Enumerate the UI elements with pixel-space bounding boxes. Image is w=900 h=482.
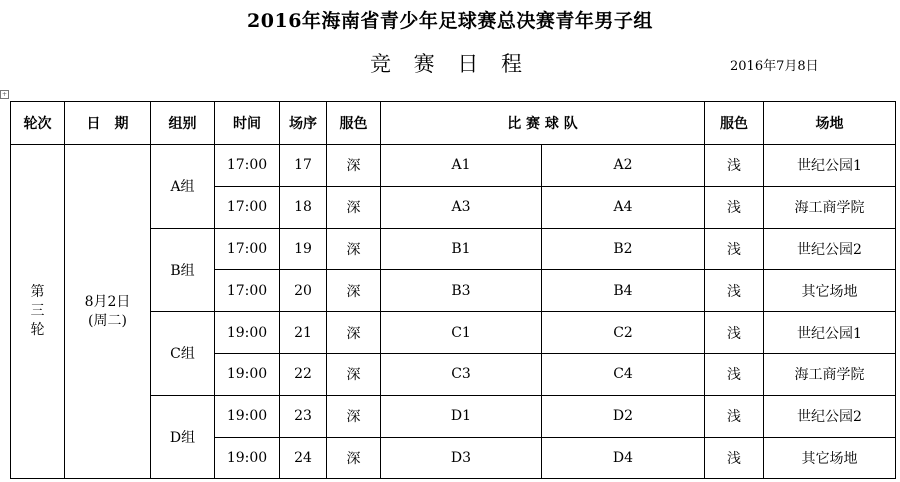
venue-cell: 世纪公园2 [764,395,896,437]
home-team-cell: D3 [381,437,542,479]
group-cell: C组 [151,312,215,396]
away-kit-cell: 浅 [705,270,764,312]
venue-cell: 海工商学院 [764,353,896,395]
table-row [11,145,896,187]
home-team-cell: A3 [381,186,542,228]
venue-cell: 世纪公园1 [764,312,896,354]
away-kit-cell: 浅 [705,228,764,270]
home-kit-cell: 深 [327,312,381,354]
away-kit-cell: 浅 [705,437,764,479]
away-team-cell: C4 [542,353,705,395]
group-cell: A组 [151,145,215,229]
match-no-cell: 17 [280,145,327,187]
date-cell [65,145,151,479]
home-kit-cell: 深 [327,395,381,437]
away-team-cell: D4 [542,437,705,479]
header-kit-color-away: 服色 [705,102,764,145]
venue-cell: 世纪公园1 [764,145,896,187]
time-cell: 19:00 [215,312,280,354]
away-kit-cell: 浅 [705,353,764,395]
time-cell: 17:00 [215,186,280,228]
publish-date: 2016年7月8日 [730,59,819,74]
time-cell: 19:00 [215,353,280,395]
home-kit-cell: 深 [327,186,381,228]
away-team-cell: D2 [542,395,705,437]
round-char: 三 [30,303,45,320]
home-team-cell: D1 [381,395,542,437]
home-kit-cell: 深 [327,145,381,187]
home-kit-cell: 深 [327,437,381,479]
away-team-cell: C2 [542,312,705,354]
away-team-cell: A2 [542,145,705,187]
time-cell: 17:00 [215,228,280,270]
match-weekday: (周二) [88,312,127,329]
venue-cell: 世纪公园2 [764,228,896,270]
round-char: 轮 [30,322,45,339]
away-kit-cell: 浅 [705,145,764,187]
table-move-handle-icon[interactable]: + [1,91,8,98]
round-char: 第 [30,284,45,301]
document-subtitle: 竞 赛 日 程 [369,52,531,76]
match-no-cell: 19 [280,228,327,270]
match-no-cell: 20 [280,270,327,312]
header-row [11,102,896,145]
home-team-cell: A1 [381,145,542,187]
header-group: 组别 [151,102,215,145]
home-team-cell: B1 [381,228,542,270]
home-kit-cell: 深 [327,228,381,270]
group-cell: B组 [151,228,215,312]
header-round: 轮次 [11,102,65,145]
home-team-cell: C1 [381,312,542,354]
document-title: 2016年海南省青少年足球赛总决赛青年男子组 [247,10,653,32]
away-kit-cell: 浅 [705,395,764,437]
round-cell [11,145,65,479]
time-cell: 17:00 [215,145,280,187]
header-teams: 比 赛 球 队 [381,102,705,145]
match-no-cell: 21 [280,312,327,354]
match-no-cell: 23 [280,395,327,437]
away-team-cell: A4 [542,186,705,228]
time-cell: 17:00 [215,270,280,312]
match-date: 8月2日 [84,293,131,310]
venue-cell: 其它场地 [764,437,896,479]
away-kit-cell: 浅 [705,312,764,354]
match-no-cell: 18 [280,186,327,228]
header-venue: 场地 [764,102,896,145]
away-kit-cell: 浅 [705,186,764,228]
header-kit-color-home: 服色 [327,102,381,145]
header-time: 时间 [215,102,280,145]
time-cell: 19:00 [215,437,280,479]
header-match-no: 场序 [280,102,327,145]
group-cell: D组 [151,395,215,479]
schedule-table [10,101,896,479]
match-no-cell: 24 [280,437,327,479]
venue-cell: 海工商学院 [764,186,896,228]
time-cell: 19:00 [215,395,280,437]
home-kit-cell: 深 [327,353,381,395]
home-kit-cell: 深 [327,270,381,312]
home-team-cell: B3 [381,270,542,312]
away-team-cell: B2 [542,228,705,270]
venue-cell: 其它场地 [764,270,896,312]
home-team-cell: C3 [381,353,542,395]
header-date: 日 期 [65,102,151,145]
away-team-cell: B4 [542,270,705,312]
match-no-cell: 22 [280,353,327,395]
